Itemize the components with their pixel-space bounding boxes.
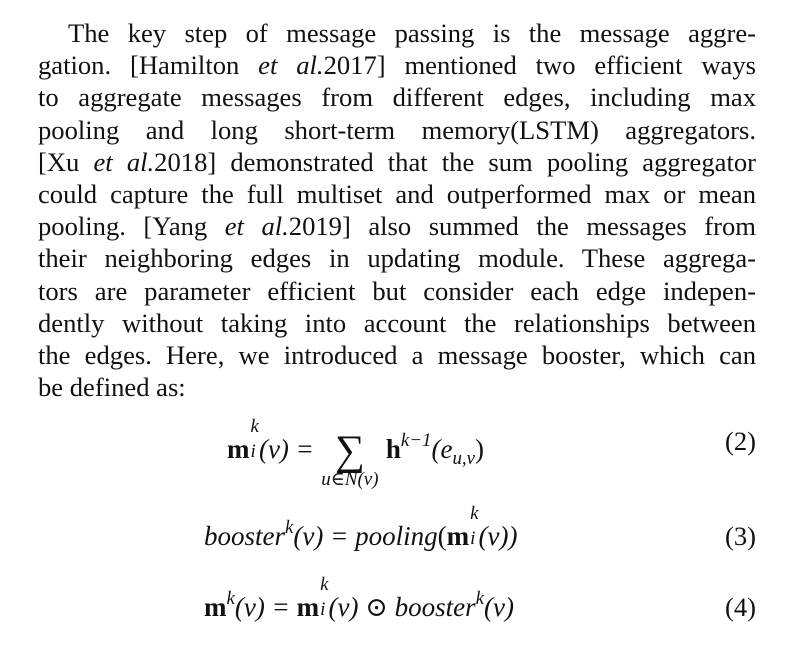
body-paragraph [38,17,756,403]
eq-sub: u,v [452,447,476,469]
equation-3-body [204,503,518,552]
eq-sup: k [285,517,294,539]
eq-symbol: m [446,521,470,551]
eq-sub: i [320,598,326,620]
text-line: tors are parameter efficient but consider each edge indepen- [38,275,756,306]
eq-text: (v)) [478,521,518,551]
eq-sub: i [250,440,256,462]
eq-symbol: h [385,434,401,464]
summation-symbol: ∑ u∈N(v) [320,424,380,466]
text-run: 2019] also summed the messages from [288,211,756,242]
text-line [38,49,756,81]
eq-text: (v) = [293,521,349,551]
text-line: their neighboring edges in updating module. These aggrega- [38,243,756,274]
equation-2-body [227,416,485,490]
eq-sup: k [475,588,485,610]
eq-script [469,503,479,552]
eq-text: (v) = [234,592,290,622]
eq-sup: k−1 [400,430,432,452]
sum-index: u∈N(v) [321,469,379,490]
eq-sup: k [226,588,235,610]
equation-number: (3) [724,521,756,551]
eq-script [250,416,259,465]
eq-text: (v) = [258,434,314,464]
eq-text: (v) ⊙ [328,592,388,622]
text-run: pooling. [Yang [38,211,225,242]
eq-text: pooling [355,521,438,551]
eq-symbol: m [204,592,227,622]
text-line: pooling and long short-term memory(LSTM) aggregators. [38,114,756,145]
text-line: the edges. Here, we introduced a message booster, which can [38,339,756,370]
text-line: could capture the full multiset and outperformed max or mean [38,178,756,209]
eq-text: booster [204,521,285,551]
equation-number: (2) [724,426,756,456]
text-run: [Xu [38,146,94,177]
text-run: gation. [Hamilton [38,50,259,81]
equation-number: (4) [724,592,756,622]
equation-4 [38,574,756,652]
text-run: 2017] mentioned two efficient ways [323,50,756,81]
text-line [38,146,756,178]
eq-sup: k [470,503,479,525]
equation-3 [38,503,756,581]
eq-sup: k [250,416,259,438]
eq-text: ( [437,521,447,551]
eq-text: booster [394,592,476,622]
eq-sup: k [320,574,329,596]
equation-4-body [204,574,514,623]
text-line: dently without taking into account the relationships between [38,307,756,338]
equation-2 [38,416,756,490]
text-run: 2018] demonstrated that the sum pooling aggregator [154,146,756,177]
citation-etal: et al. [224,211,289,242]
eq-symbol: m [227,434,250,464]
eq-sub: i [470,527,476,549]
eq-text: ) [475,434,485,464]
text-line: be defined as: [38,372,186,403]
eq-text: (v) [484,592,514,622]
text-line [38,210,756,242]
text-line: to aggregate messages from different edges, including max [38,82,756,113]
citation-etal: et al. [258,50,324,81]
text-line: The key step of message passing is the message aggre- [68,18,756,48]
citation-etal: et al. [93,146,155,177]
eq-symbol: m [296,592,320,622]
eq-script [319,574,329,623]
eq-text: (e [431,434,453,464]
